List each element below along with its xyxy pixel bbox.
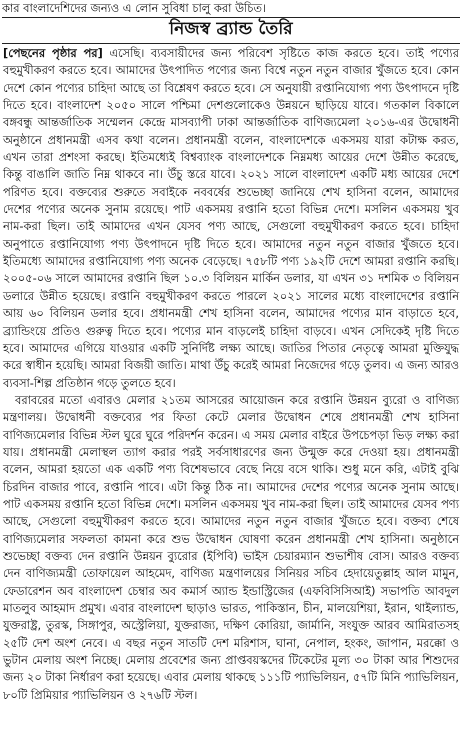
article-paragraph-1	[3, 45, 459, 392]
article-body	[3, 45, 459, 704]
continuation-label: [পেছনের পৃষ্ঠার পর]	[3, 46, 103, 60]
article-headline: নিজস্ব ব্র্যান্ড তৈরি	[169, 19, 293, 39]
paragraph-2-text: বরাবরের মতো এবারও মেলার ২১তম আসরের আয়োজন করে রপ্তানি উন্নয়ন ব্যুরো ও বাণিজ্য মন্ত্রণালয়। উদ্বোধনী বক্তব্যের পর ফিতা কেটে মেলার উদ্বোধন শেষে প্রধানমন্ত্রী শেখ হাসিনা বাণিজ্যমেলার বিভিন্ন স্টল ঘুরে ঘুরে পরিদর্শন করেন। এ সময় মেলার বাইরে উপচেপড়া ভিড় লক্ষ্য করা যায়। প্রধানমন্ত্রী মেলাস্থল ত্যাগ করার পরই সর্বসাধারণের জন্য উন্মুক্ত করে দেওয়া হয়। প্রধানমন্ত্রী বলেন, আমরা হয়তো এক একটি পণ্য বিশেষভাবে বেছে নিয়ে বসে থাকি। শুধু মনে করি, এটাই বুঝি চিরদিন বাজার পাবে, রপ্তানি পাবে। এটা কিন্তু ঠিক না। আমাদের দেশের পণ্যের অনেক সুনাম আছে। পাট একসময় রপ্তানি হতো বিভিন্ন দেশে। মসলিন একসময় খুব নাম-করা ছিল। তাই আমাদের যেসব পণ্য আছে, সেগুলো বহুমুখীকরণ করতে হবে। আমাদের নতুন নতুন বাজার খুঁজতে হবে। বক্তব্য শেষে বাণিজ্যমেলার সফলতা কামনা করে শুভ উদ্বোধন ঘোষণা করেন প্রধানমন্ত্রী শেখ হাসিনা। অনুষ্ঠানে শুভেচ্ছা বক্তব্য দেন রপ্তানি উন্নয়ন ব্যুরোর (ইপিবি) ভাইস চেয়ারম্যান শুভাশীষ বোস। আরও বক্তব্য দেন বাণিজ্যমন্ত্রী তোফায়েল আহমেদ, বাণিজ্য মন্ত্রণালয়ের সিনিয়র সচিব হেদায়েতুল্লাহ আল মামুন, ফেডারেশন অব বাংলাদেশ চেম্বার অব কমার্স অ্যান্ড ইন্ডাস্ট্রিজের (এফবিসিসিআই) সভাপতি আবদুল মাতলুব আহমাদ প্রমুখ। এবার বাংলাদেশ ছাড়াও ভারত, পাকিস্তান, চীন, মালয়েশিয়া, ইরান, থাইল্যান্ড, যুক্তরাষ্ট্র, তুরস্ক, সিঙ্গাপুর, অস্ট্রেলিয়া, যুক্তরাজ্য, দক্ষিণ কোরিয়া, জার্মানি, সংযুক্ত আরব আমিরাতসহ ২৫টি দেশ অংশ নেবে। এ বছর নতুন সাতটি দেশ মরিশাস, ঘানা, নেপাল, হংকং, জাপান, মরক্কো ও ভুটান মেলায় অংশ নিচ্ছে। মেলায় প্রবেশের জন্য প্রাপ্তবয়স্কদের টিকেটের মূল্য ৩০ টাকা আর শিশুদের জন্য ২০ টাকা নির্ধারণ করা হয়েছে। এবার মেলায় থাকছে ১১১টি প্যাভিলিয়ন, ৫৭টি মিনি প্যাভিলিয়ন, ৮০টি প্রিমিয়ার প্যাভিলিয়ন ও ২৭৬টি স্টল।	[3, 392, 459, 702]
article-paragraph-2	[3, 392, 459, 704]
paragraph-1-text: এসেছি। ব্যবসায়ীদের জন্য পরিবেশ সৃষ্টিতে কাজ করতে হবে। তাই পণ্যের বহুমুখীকরণ করতে হবে। আমাদের উৎপাদিত পণ্যের জন্য বিশ্বে নতুন নতুন বাজার খুঁজতে হবে। কোন দেশে কোন পণ্যের চাহিদা আছে তা বিশ্লেষণ করতে হবে। সে অনুযায়ী রপ্তানিযোগ্য পণ্য উৎপাদনে দৃষ্টি দিতে হবে। বাংলাদেশ ২০৫০ সালে পশ্চিমা দেশগুলোকেও উন্নয়নে ছাড়িয়ে যাবে। গতকাল বিকালে বঙ্গবন্ধু আন্তর্জাতিক সম্মেলন কেন্দ্রে মাসব্যাপী ঢাকা আন্তর্জাতিক বাণিজ্যমেলা ২০১৬-এর উদ্বোধনী অনুষ্ঠানে প্রধানমন্ত্রী এসব কথা বলেন। প্রধানমন্ত্রী বলেন, বাংলাদেশকে একসময় যারা কটাক্ষ করত, এখন তারা প্রশংসা করছে। ইতিমধ্যেই বিশ্বব্যাংক বাংলাদেশকে নিম্নমধ্য আয়ের দেশে উন্নীত করেছে, কিন্তু বাঙালি জাতি নিম্ন থাকবে না। উঁচু স্তরে যাবে। ২০২১ সালে বাংলাদেশ একটি মধ্য আয়ের দেশে পরিণত হবে। বক্তব্যের শুরুতে সবাইকে নববর্ষের শুভেচ্ছা জানিয়ে শেখ হাসিনা বলেন, আমাদের দেশের পণ্যের অনেক সুনাম রয়েছে। পাট একসময় রপ্তানি হতো বিভিন্ন দেশে। মসলিন একসময় খুব নাম-করা ছিল। তাই আমাদের এখন যেসব পণ্য আছে, সেগুলো বহুমুখীকরণ করতে হবে। চাহিদা অনুপাতে রপ্তানিযোগ্য পণ্য উৎপাদনে দৃষ্টি দিতে হবে। আমাদের নতুন নতুন বাজার খুঁজতে হবে। ইতিমধ্যে আমাদের রপ্তানিযোগ্য পণ্য অনেক বেড়েছে। ৭৫৮টি পণ্য ১৯২টি দেশে আমরা রপ্তানি করছি। ২০০৫-০৬ সালে আমাদের রপ্তানি ছিল ১০.৩ বিলিয়ন মার্কিন ডলার, যা এখন ৩১ দশমিক ৩ বিলিয়ন ডলারে উন্নীত হয়েছে। রপ্তানি বহুমুখীকরণ করতে পারলে ২০২১ সালের মধ্যে বাংলাদেশের রপ্তানি আয় ৬০ বিলিয়ন ডলার হবে। প্রধানমন্ত্রী শেখ হাসিনা বলেন, আমাদের পণ্যের মান বাড়াতে হবে, ব্র্যান্ডিংয়ে প্রতিও গুরুত্ব দিতে হবে। পণ্যের মান বাড়লেই চাহিদা বাড়বে। এখন সেদিকেই দৃষ্টি দিতে হবে। আমাদের এগিয়ে যাওয়ার একটি সুনির্দিষ্ট লক্ষ্য আছে। জাতির পিতার নেতৃত্বে আমরা মুক্তিযুদ্ধ করে স্বাধীন হয়েছি। আমরা বিজয়ী জাতি। মাথা উঁচু করেই আমরা নিজেদের গড়ে তুলব। এ জন্য আরও ব্যবসা-শিল্প প্রতিষ্ঠান গড়ে তুলতে হবে।	[3, 46, 459, 390]
headline-divider	[2, 43, 460, 44]
previous-column-tail: কার বাংলাদেশিদের জন্যও এ লোন সুবিধা চালু করা উচিত।	[2, 1, 266, 15]
